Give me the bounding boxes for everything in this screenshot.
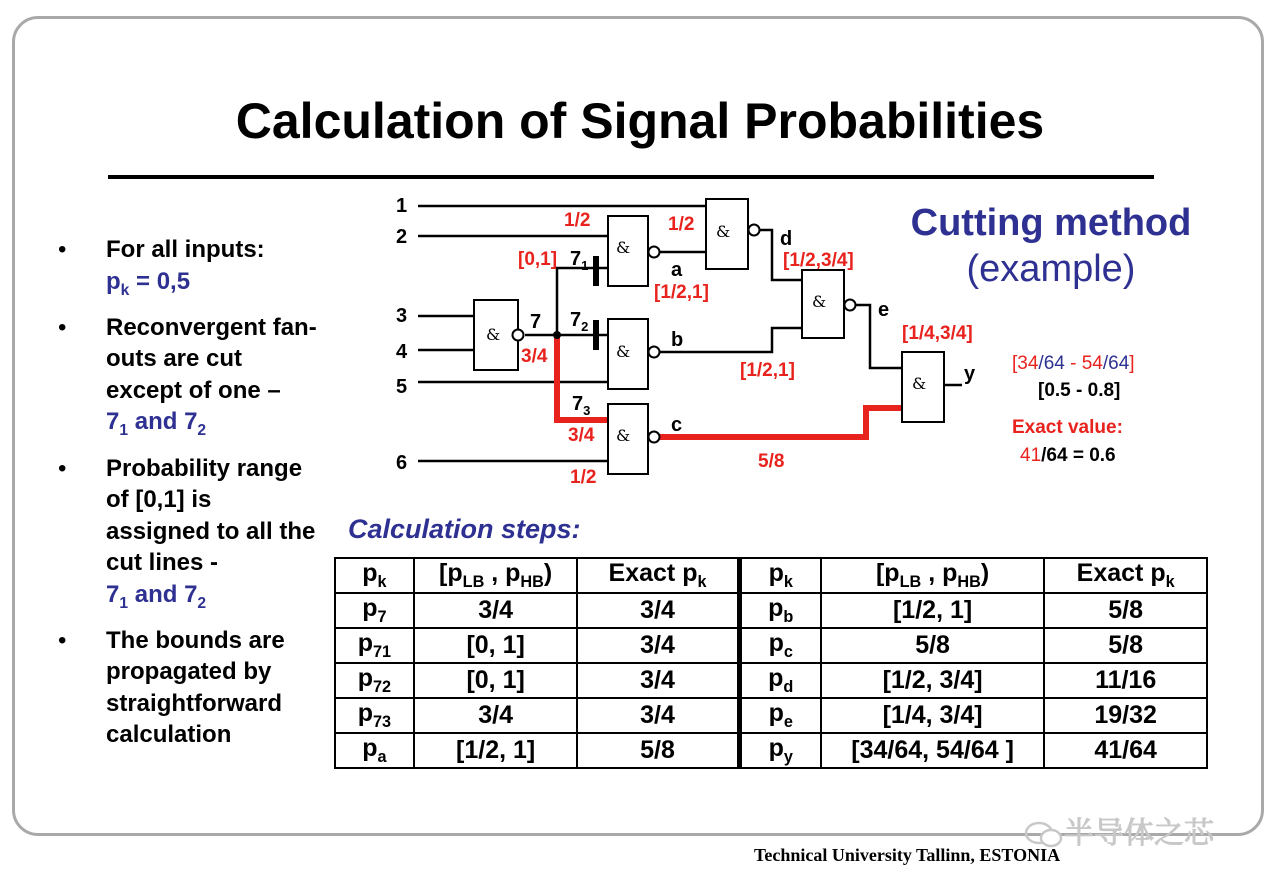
cell-range: [1/2, 3/4] xyxy=(821,663,1044,698)
node-y: y xyxy=(964,363,976,385)
cell-key: $p_b$ xyxy=(739,593,821,628)
header-exact: Exact $p_k$ xyxy=(577,558,739,593)
cell-range: [0, 1] xyxy=(414,663,578,698)
slide-title: Calculation of Signal Probabilities xyxy=(235,93,1045,149)
input-label-5: 5 xyxy=(396,376,408,398)
node-7: 7 xyxy=(530,311,542,333)
header-range: [$p_{LB}$ , $p_{HB}$) xyxy=(414,558,578,593)
cell-key: $p_e$ xyxy=(739,698,821,733)
prob-c: 5/8 xyxy=(758,451,785,472)
cell-exact: 19/32 xyxy=(1044,698,1207,733)
cell-exact: 3/4 xyxy=(577,698,739,733)
cell-exact: 5/8 xyxy=(1044,628,1207,663)
input-label-2: 2 xyxy=(396,226,408,248)
prob-e: [1/4,3/4] xyxy=(902,323,973,344)
cell-range: 3/4 xyxy=(414,698,578,733)
node-d: d xyxy=(780,228,793,250)
steps-title: Calculation steps: xyxy=(348,514,581,544)
table-header-row xyxy=(335,558,1207,593)
table-row xyxy=(335,733,1207,768)
prob-a: [1/2,1] xyxy=(654,282,709,303)
cell-exact: 41/64 xyxy=(1044,733,1207,768)
cell-range: 5/8 xyxy=(821,628,1044,663)
prob-input-6: 1/2 xyxy=(570,467,597,488)
prob-cut: [0,1] xyxy=(518,249,558,270)
header-pk: $p_k$ xyxy=(739,558,821,593)
input-label-1: 1 xyxy=(396,195,408,217)
header-exact: Exact $p_k$ xyxy=(1044,558,1207,593)
header-pk: $p_k$ xyxy=(335,558,414,593)
input-label-4: 4 xyxy=(396,341,408,363)
node-c: c xyxy=(671,414,683,436)
bullet-inputs: • For all inputs: $p_k = 0,5$ xyxy=(58,234,318,306)
cell-range: [0, 1] xyxy=(414,628,578,663)
gates xyxy=(474,199,944,474)
gate-symbol: & xyxy=(912,374,927,393)
cell-key: $p_7$ xyxy=(335,593,414,628)
cell-key: $p_c$ xyxy=(739,628,821,663)
bullet-fanouts: • Reconvergent fan-outs are cut except of one – $7_1$ and $7_2$ xyxy=(58,312,318,447)
node-a: a xyxy=(671,259,683,281)
prob-input-2: 1/2 xyxy=(668,214,695,235)
gate-symbol: & xyxy=(616,426,631,445)
bullet-range: • Probability range of [0,1] is assigned to all the cut lines - $7_1$ and $7_2$ xyxy=(58,453,318,619)
cell-key: $p_{71}$ xyxy=(335,628,414,663)
cell-key: $p_{73}$ xyxy=(335,698,414,733)
cell-exact: 3/4 xyxy=(577,663,739,698)
cell-exact: 3/4 xyxy=(577,593,739,628)
cell-key: $p_a$ xyxy=(335,733,414,768)
exact-value-label: Exact value: xyxy=(1012,417,1123,438)
prob-b: [1/2,1] xyxy=(740,360,795,381)
table-row xyxy=(335,593,1207,628)
node-b: b xyxy=(671,329,684,351)
cell-range: [34/64, 54/64 ] xyxy=(821,733,1044,768)
cell-range: [1/2, 1] xyxy=(414,733,578,768)
footer-institution: Technical University Tallinn, ESTONIA xyxy=(754,845,1061,865)
node-7-2: $7_2$ xyxy=(570,309,589,334)
cell-exact: 5/8 xyxy=(577,733,739,768)
prob-7-3: 3/4 xyxy=(568,425,595,446)
cell-exact: 5/8 xyxy=(1044,593,1207,628)
table-row xyxy=(335,628,1207,663)
result-range: [34/64 - 54/64] xyxy=(1012,353,1135,374)
cell-range: 3/4 xyxy=(414,593,578,628)
prob-d: [1/2,3/4] xyxy=(783,250,854,271)
gate-symbol: & xyxy=(616,342,631,361)
cell-key: $p_d$ xyxy=(739,663,821,698)
prob-input-1: 1/2 xyxy=(564,210,591,231)
node-7-3: $7_3$ xyxy=(572,393,591,418)
fanout-junction xyxy=(553,331,561,339)
node-7-1: $7_1$ xyxy=(570,248,589,273)
cell-exact: 11/16 xyxy=(1044,663,1207,698)
gate-symbol: & xyxy=(616,238,631,257)
input-label-3: 3 xyxy=(396,305,408,327)
cell-key: $p_{72}$ xyxy=(335,663,414,698)
calculation-table xyxy=(334,557,1208,769)
cell-range: [1/4, 3/4] xyxy=(821,698,1044,733)
exact-value: 41/64 = 0.6 xyxy=(1020,445,1116,466)
prob-7: 3/4 xyxy=(521,346,548,367)
cell-exact: 3/4 xyxy=(577,628,739,663)
header-range: [$p_{LB}$ , $p_{HB}$) xyxy=(821,558,1044,593)
method-subtitle: (example) xyxy=(966,248,1136,290)
bullet-bounds: • The bounds are propagated by straightforward calculation xyxy=(58,625,318,751)
gate-symbol: & xyxy=(716,222,731,241)
gate-symbol: & xyxy=(812,292,827,311)
watermark: 半导体之芯 xyxy=(1024,808,1214,852)
method-heading xyxy=(896,200,1206,292)
gate-symbol: & xyxy=(486,325,501,344)
input-label-6: 6 xyxy=(396,452,408,474)
node-e: e xyxy=(878,299,890,321)
table-row xyxy=(335,663,1207,698)
cell-key: $p_y$ xyxy=(739,733,821,768)
result-approx: [0.5 - 0.8] xyxy=(1038,380,1121,401)
method-title: Cutting method xyxy=(910,202,1192,244)
table-row xyxy=(335,698,1207,733)
cell-range: [1/2, 1] xyxy=(821,593,1044,628)
